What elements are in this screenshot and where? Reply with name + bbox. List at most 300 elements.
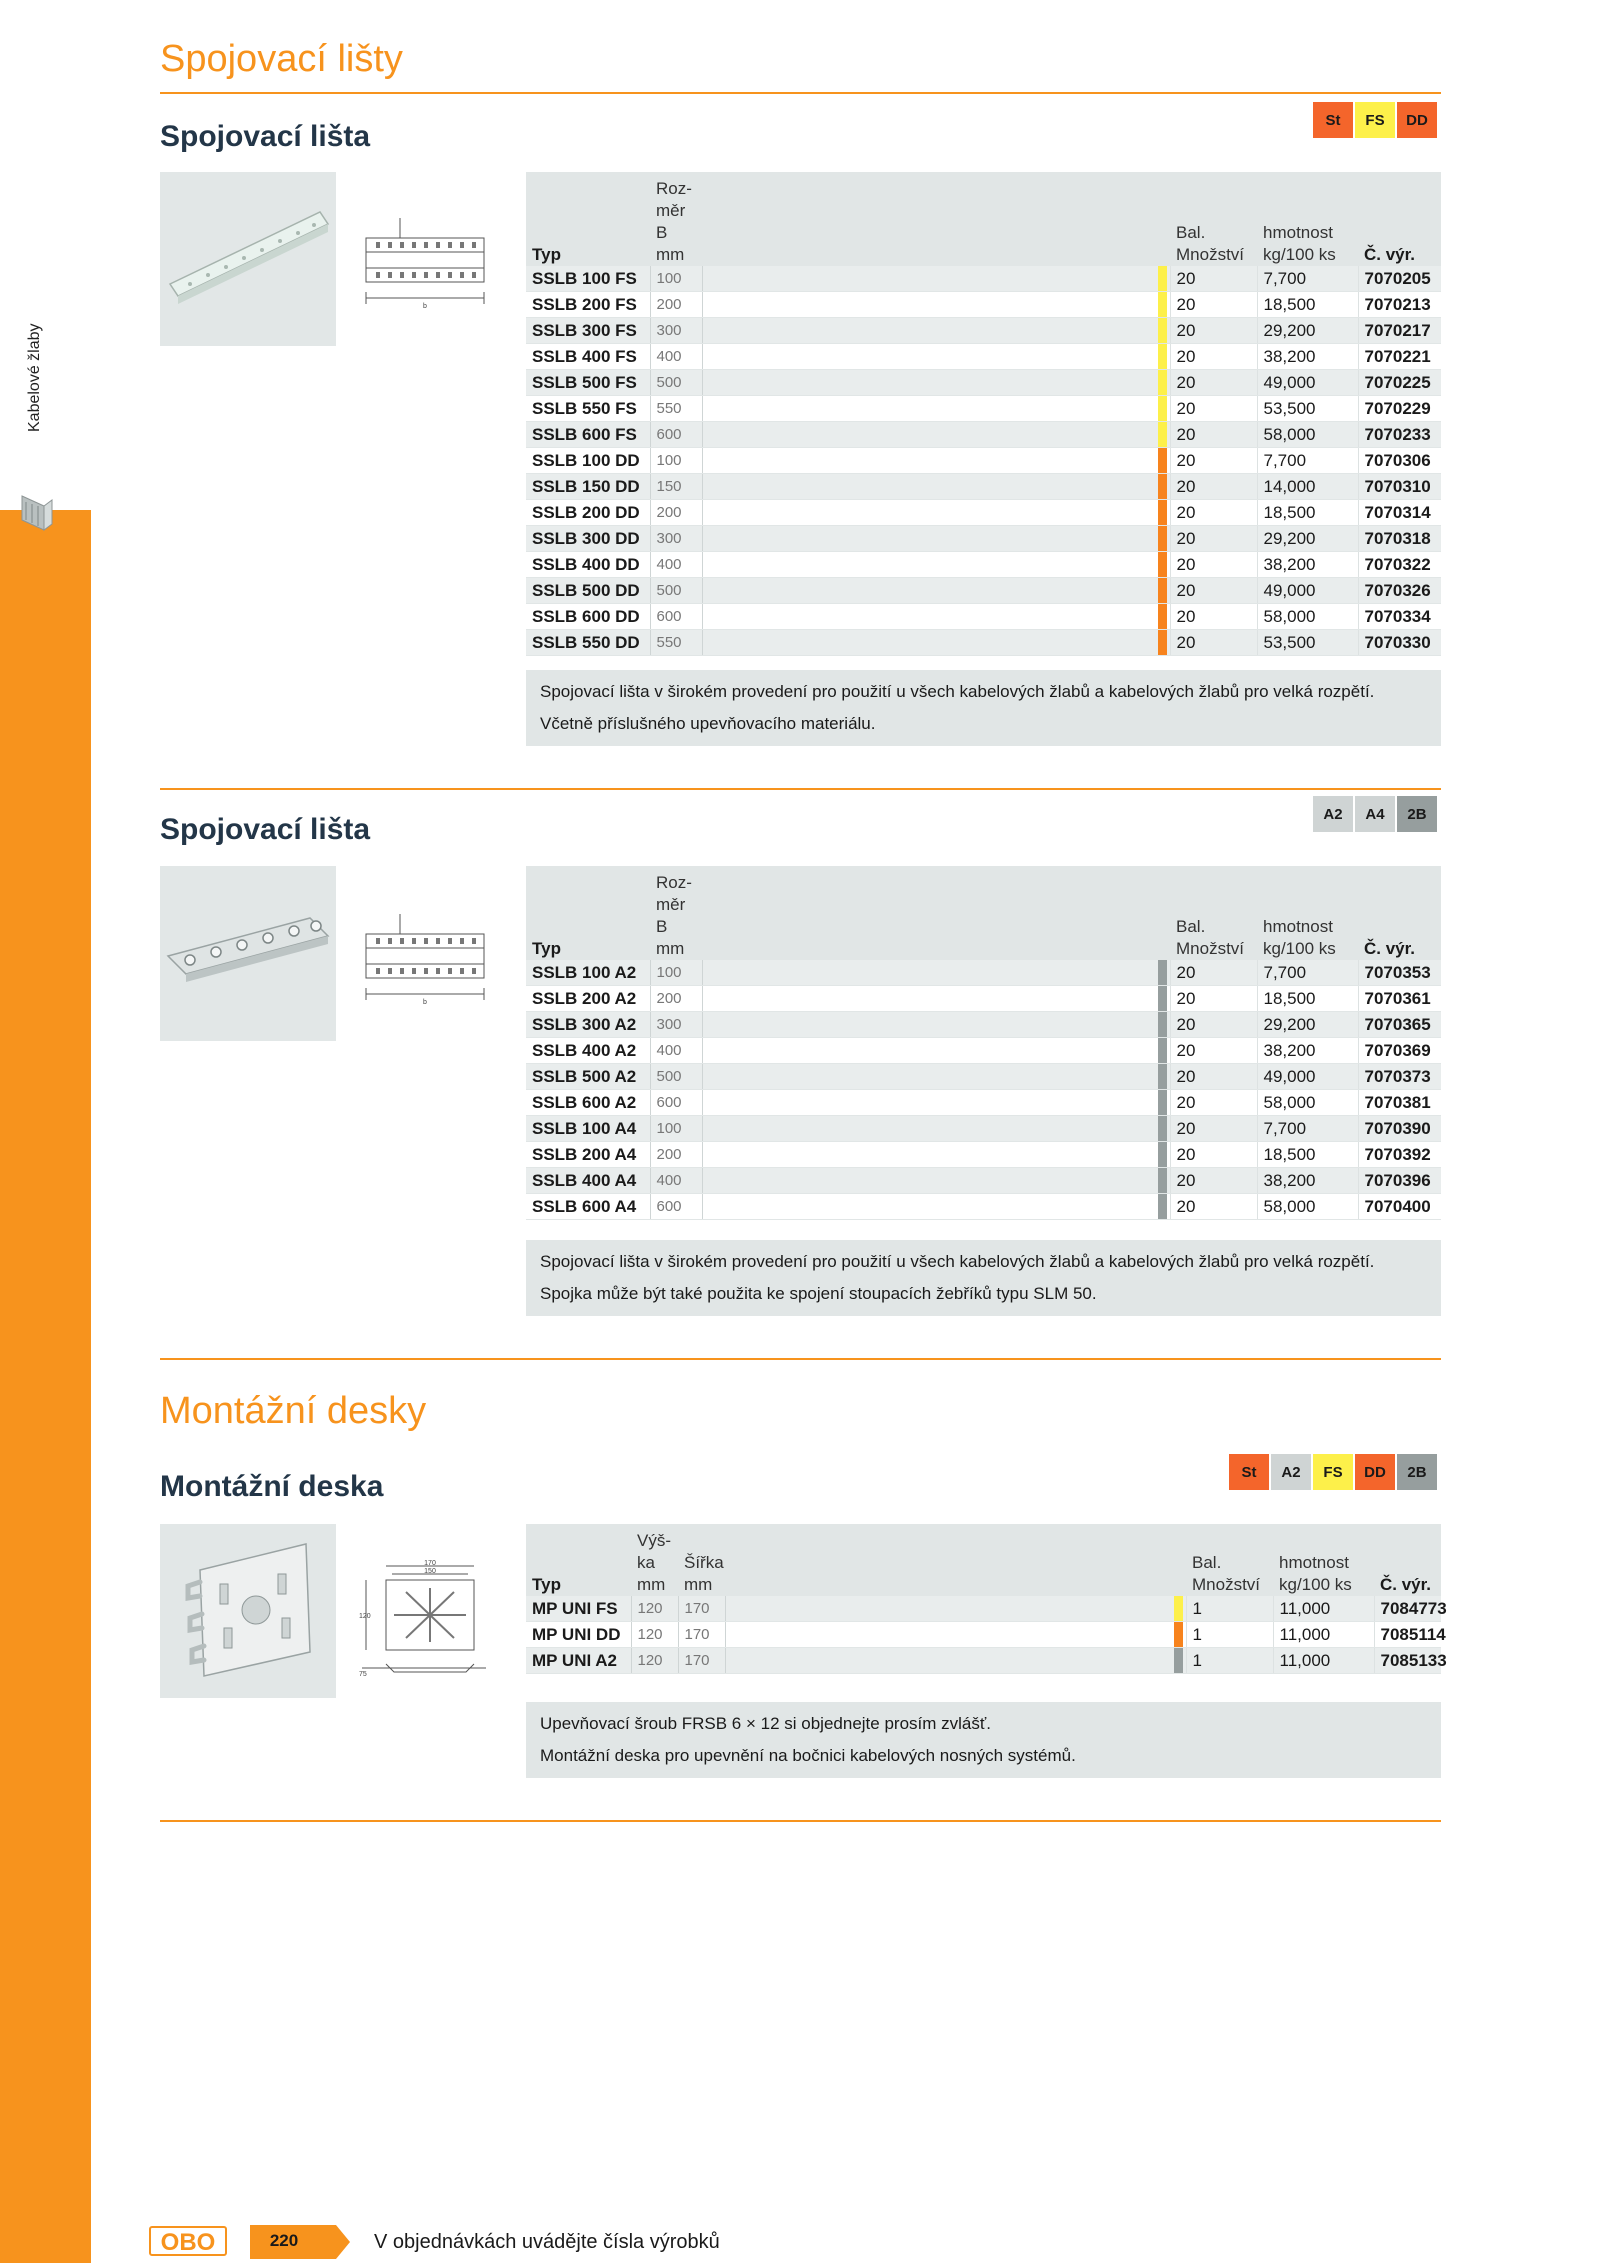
row-type: SSLB 550 FS: [526, 396, 650, 422]
row-number: 7070396: [1358, 1168, 1441, 1194]
product-note: [526, 1240, 1441, 1316]
row-type: SSLB 400 FS: [526, 344, 650, 370]
finish-color-bar: [1158, 1012, 1167, 1037]
finish-color-bar: [1158, 1038, 1167, 1063]
row-type: SSLB 600 A2: [526, 1090, 650, 1116]
finish-bar: [1156, 604, 1170, 630]
note-line: Montážní deska pro upevnění na bočnici kabelových nosných systémů.: [540, 1746, 1076, 1765]
finish-color-bar: [1158, 1090, 1167, 1115]
row-type: SSLB 600 FS: [526, 422, 650, 448]
finish-bar: [1172, 1596, 1186, 1622]
table-row: [526, 630, 1441, 656]
col-size: Roz- měr B mm: [650, 866, 702, 960]
table-row: [526, 1038, 1441, 1064]
row-weight: 49,000: [1257, 1064, 1358, 1090]
row-gap: [702, 370, 1156, 396]
product-photo: [160, 172, 336, 346]
row-pack: 20: [1170, 292, 1257, 318]
row-size: 600: [650, 422, 702, 448]
row-width: 170: [678, 1596, 725, 1622]
row-pack: 20: [1170, 422, 1257, 448]
row-pack: 20: [1170, 500, 1257, 526]
row-gap: [702, 396, 1156, 422]
product-title: Spojovací lišta: [160, 813, 371, 846]
table-row: [526, 1012, 1441, 1038]
finish-bar: [1156, 500, 1170, 526]
table-row: [526, 526, 1441, 552]
technical-drawing: [360, 908, 490, 1004]
finish-color-bar: [1158, 422, 1167, 447]
row-weight: 38,200: [1257, 552, 1358, 578]
row-number: 7070326: [1358, 578, 1441, 604]
product-photo: [160, 1524, 336, 1698]
row-type: SSLB 400 DD: [526, 552, 650, 578]
badge-a4: A4: [1355, 796, 1395, 832]
row-weight: 49,000: [1257, 578, 1358, 604]
row-weight: 58,000: [1257, 422, 1358, 448]
row-number: 7070373: [1358, 1064, 1441, 1090]
row-number: 7070318: [1358, 526, 1441, 552]
row-number: 7070361: [1358, 986, 1441, 1012]
row-type: SSLB 300 DD: [526, 526, 650, 552]
row-pack: 20: [1170, 1142, 1257, 1168]
row-size: 200: [650, 1142, 702, 1168]
row-gap: [702, 266, 1156, 292]
table-row: [526, 396, 1441, 422]
row-size: 500: [650, 1064, 702, 1090]
row-number: 7070225: [1358, 370, 1441, 396]
table-row: [526, 1168, 1441, 1194]
finish-bar: [1156, 1142, 1170, 1168]
technical-drawing: [356, 1560, 490, 1680]
table-row: [526, 474, 1441, 500]
table-row: [526, 1116, 1441, 1142]
row-type: SSLB 400 A2: [526, 1038, 650, 1064]
row-pack: 20: [1170, 1012, 1257, 1038]
drawing-label-b: b: [423, 303, 427, 308]
product-photo: [160, 866, 336, 1041]
finish-color-bar: [1158, 266, 1167, 291]
table-row: [526, 422, 1441, 448]
row-size: 150: [650, 474, 702, 500]
col-pack: Bal. Množství: [1170, 172, 1257, 266]
row-weight: 38,200: [1257, 1168, 1358, 1194]
section-title: Montážní desky: [160, 1390, 427, 1432]
row-gap: [725, 1648, 1172, 1674]
row-number: 7070400: [1358, 1194, 1441, 1220]
row-pack: 20: [1170, 1064, 1257, 1090]
row-size: 100: [650, 448, 702, 474]
row-pack: 20: [1170, 396, 1257, 422]
row-type: SSLB 100 A2: [526, 960, 650, 986]
row-size: 200: [650, 500, 702, 526]
row-type: SSLB 200 A2: [526, 986, 650, 1012]
row-type: SSLB 500 DD: [526, 578, 650, 604]
row-number: 7070205: [1358, 266, 1441, 292]
row-number: 7070229: [1358, 396, 1441, 422]
drawing-label-width: 170: [424, 1560, 436, 1567]
row-type: SSLB 600 A4: [526, 1194, 650, 1220]
badge-dd: DD: [1397, 102, 1437, 138]
cable-tray-icon: [20, 492, 54, 532]
product-note: [526, 1702, 1441, 1778]
drawing-label-inner: 150: [424, 1568, 436, 1575]
row-gap: [702, 1038, 1156, 1064]
badge-st: St: [1229, 1454, 1269, 1490]
row-size: 100: [650, 266, 702, 292]
row-weight: 7,700: [1257, 448, 1358, 474]
row-pack: 20: [1170, 474, 1257, 500]
row-size: 500: [650, 578, 702, 604]
product-note: [526, 670, 1441, 746]
row-gap: [702, 1116, 1156, 1142]
row-size: 300: [650, 318, 702, 344]
row-number: 7070334: [1358, 604, 1441, 630]
row-type: SSLB 150 DD: [526, 474, 650, 500]
table-row: [526, 986, 1441, 1012]
row-type: SSLB 100 FS: [526, 266, 650, 292]
finish-bar: [1156, 1064, 1170, 1090]
row-gap: [702, 1012, 1156, 1038]
col-weight: hmotnost kg/100 ks: [1273, 1524, 1374, 1596]
row-pack: 20: [1170, 1168, 1257, 1194]
row-weight: 29,200: [1257, 1012, 1358, 1038]
row-size: 200: [650, 292, 702, 318]
row-gap: [702, 604, 1156, 630]
section-title: Spojovací lišty: [160, 38, 403, 80]
badge-fs: FS: [1313, 1454, 1353, 1490]
row-pack: 20: [1170, 578, 1257, 604]
row-type: SSLB 600 DD: [526, 604, 650, 630]
row-weight: 53,500: [1257, 396, 1358, 422]
row-gap: [702, 1090, 1156, 1116]
product-table: [526, 172, 1441, 656]
col-height: Výš- ka mm: [631, 1524, 678, 1596]
row-weight: 58,000: [1257, 1090, 1358, 1116]
row-number: 7070330: [1358, 630, 1441, 656]
table-row: [526, 1142, 1441, 1168]
row-size: 600: [650, 604, 702, 630]
row-weight: 53,500: [1257, 630, 1358, 656]
finish-badges: [1313, 102, 1437, 138]
finish-bar: [1156, 292, 1170, 318]
row-weight: 14,000: [1257, 474, 1358, 500]
badge-st: St: [1313, 102, 1353, 138]
row-weight: 18,500: [1257, 986, 1358, 1012]
col-typ: Typ: [526, 172, 650, 266]
row-size: 400: [650, 1038, 702, 1064]
finish-color-bar: [1158, 604, 1167, 629]
row-pack: 20: [1170, 318, 1257, 344]
col-weight: hmotnost kg/100 ks: [1257, 172, 1358, 266]
row-pack: 20: [1170, 1194, 1257, 1220]
row-size: 550: [650, 396, 702, 422]
finish-color-bar: [1158, 344, 1167, 369]
row-number: 7070213: [1358, 292, 1441, 318]
finish-bar: [1156, 318, 1170, 344]
finish-badges: [1313, 796, 1437, 832]
row-gap: [702, 578, 1156, 604]
section-divider: [160, 1820, 1441, 1822]
product-title: Montážní deska: [160, 1470, 384, 1503]
row-pack: 1: [1186, 1596, 1273, 1622]
table-row: [526, 500, 1441, 526]
row-gap: [702, 1064, 1156, 1090]
col-number: Č. výr.: [1358, 172, 1441, 266]
row-width: 170: [678, 1622, 725, 1648]
row-weight: 11,000: [1273, 1648, 1374, 1674]
row-number: 7085114: [1374, 1622, 1441, 1648]
finish-bar: [1156, 396, 1170, 422]
table-row: [526, 960, 1441, 986]
finish-color-bar: [1158, 1194, 1167, 1219]
row-weight: 58,000: [1257, 1194, 1358, 1220]
obo-logo: [148, 2225, 228, 2257]
row-type: SSLB 100 DD: [526, 448, 650, 474]
row-type: SSLB 300 FS: [526, 318, 650, 344]
row-type: SSLB 200 A4: [526, 1142, 650, 1168]
row-type: SSLB 200 FS: [526, 292, 650, 318]
table-row: [526, 1622, 1441, 1648]
row-weight: 11,000: [1273, 1596, 1374, 1622]
row-pack: 20: [1170, 526, 1257, 552]
finish-color-bar: [1158, 1116, 1167, 1141]
row-size: 600: [650, 1090, 702, 1116]
row-number: 7070369: [1358, 1038, 1441, 1064]
badge-dd: DD: [1355, 1454, 1395, 1490]
row-weight: 29,200: [1257, 526, 1358, 552]
row-type: MP UNI FS: [526, 1596, 631, 1622]
row-pack: 20: [1170, 604, 1257, 630]
finish-color-bar: [1174, 1622, 1183, 1647]
finish-bar: [1156, 1168, 1170, 1194]
row-number: 7070390: [1358, 1116, 1441, 1142]
table-row: [526, 1090, 1441, 1116]
technical-drawing: [360, 212, 490, 308]
finish-bar: [1156, 1038, 1170, 1064]
table-row: [526, 344, 1441, 370]
page-number: 220: [269, 2231, 299, 2250]
finish-color-bar: [1158, 396, 1167, 421]
row-gap: [702, 960, 1156, 986]
row-pack: 20: [1170, 960, 1257, 986]
row-pack: 20: [1170, 448, 1257, 474]
row-size: 400: [650, 552, 702, 578]
finish-bar: [1156, 422, 1170, 448]
section-divider: [160, 788, 1441, 790]
note-line: Upevňovací šroub FRSB 6 × 12 si objednejte prosím zvlášť.: [540, 1714, 991, 1733]
product-table: [526, 1524, 1447, 1674]
row-weight: 58,000: [1257, 604, 1358, 630]
col-number: Č. výr.: [1374, 1524, 1441, 1596]
drawing-label-depth: 75: [359, 1671, 367, 1678]
note-line: Včetně příslušného upevňovacího materiálu.: [540, 714, 876, 733]
row-number: 7070306: [1358, 448, 1441, 474]
row-weight: 11,000: [1273, 1622, 1374, 1648]
finish-bar: [1156, 578, 1170, 604]
finish-bar: [1156, 474, 1170, 500]
finish-bar: [1172, 1648, 1186, 1674]
finish-color-bar: [1158, 292, 1167, 317]
row-size: 300: [650, 1012, 702, 1038]
row-gap: [725, 1596, 1172, 1622]
drawing-label-b: b: [423, 999, 427, 1004]
row-weight: 49,000: [1257, 370, 1358, 396]
row-weight: 18,500: [1257, 1142, 1358, 1168]
row-number: 7070353: [1358, 960, 1441, 986]
row-number: 7070314: [1358, 500, 1441, 526]
finish-bar: [1172, 1622, 1186, 1648]
section-divider: [160, 1358, 1441, 1360]
finish-color-bar: [1158, 318, 1167, 343]
badge-a2: A2: [1271, 1454, 1311, 1490]
finish-bar: [1156, 1116, 1170, 1142]
row-weight: 29,200: [1257, 318, 1358, 344]
row-pack: 20: [1170, 552, 1257, 578]
row-type: SSLB 400 A4: [526, 1168, 650, 1194]
row-weight: 18,500: [1257, 500, 1358, 526]
finish-color-bar: [1174, 1648, 1183, 1673]
row-size: 400: [650, 1168, 702, 1194]
finish-color-bar: [1158, 1064, 1167, 1089]
finish-bar: [1156, 960, 1170, 986]
row-weight: 7,700: [1257, 960, 1358, 986]
finish-color-bar: [1158, 1142, 1167, 1167]
row-pack: 20: [1170, 344, 1257, 370]
row-gap: [702, 292, 1156, 318]
product-table: [526, 866, 1441, 1220]
row-pack: 20: [1170, 1090, 1257, 1116]
note-line: Spojovací lišta v širokém provedení pro použití u všech kabelových žlabů a kabelových žlabů pro velká rozpětí.: [540, 1252, 1375, 1271]
finish-bar: [1156, 1194, 1170, 1220]
sidebar-label: Kabelové žlaby: [26, 323, 43, 432]
badge-2b: 2B: [1397, 796, 1437, 832]
col-typ: Typ: [526, 866, 650, 960]
row-type: MP UNI DD: [526, 1622, 631, 1648]
row-gap: [702, 1194, 1156, 1220]
row-size: 120: [631, 1596, 678, 1622]
row-weight: 38,200: [1257, 344, 1358, 370]
row-weight: 18,500: [1257, 292, 1358, 318]
row-number: 7070233: [1358, 422, 1441, 448]
row-size: 200: [650, 986, 702, 1012]
finish-color-bar: [1158, 578, 1167, 603]
row-size: 400: [650, 344, 702, 370]
table-row: [526, 318, 1441, 344]
finish-bar: [1156, 266, 1170, 292]
row-number: 7070381: [1358, 1090, 1441, 1116]
finish-color-bar: [1158, 960, 1167, 985]
row-gap: [702, 630, 1156, 656]
col-number: Č. výr.: [1358, 866, 1441, 960]
row-number: 7070392: [1358, 1142, 1441, 1168]
finish-color-bar: [1158, 1168, 1167, 1193]
row-type: SSLB 500 FS: [526, 370, 650, 396]
note-line: Spojka může být také použita ke spojení stoupacích žebříků typu SLM 50.: [540, 1284, 1097, 1303]
table-row: [526, 1194, 1441, 1220]
col-typ: Typ: [526, 1524, 631, 1596]
row-pack: 1: [1186, 1622, 1273, 1648]
finish-color-bar: [1174, 1596, 1183, 1621]
row-type: SSLB 500 A2: [526, 1064, 650, 1090]
finish-bar: [1156, 986, 1170, 1012]
finish-bar: [1156, 526, 1170, 552]
row-gap: [725, 1622, 1172, 1648]
row-size: 600: [650, 1194, 702, 1220]
table-row: [526, 370, 1441, 396]
row-size: 100: [650, 1116, 702, 1142]
row-pack: 20: [1170, 1116, 1257, 1142]
row-type: SSLB 200 DD: [526, 500, 650, 526]
finish-bar: [1156, 552, 1170, 578]
table-row: [526, 1596, 1441, 1622]
note-line: Spojovací lišta v širokém provedení pro použití u všech kabelových žlabů a kabelových žlabů pro velká rozpětí.: [540, 682, 1375, 701]
row-gap: [702, 500, 1156, 526]
product-title: Spojovací lišta: [160, 120, 371, 153]
row-number: 7070310: [1358, 474, 1441, 500]
row-size: 500: [650, 370, 702, 396]
row-pack: 1: [1186, 1648, 1273, 1674]
row-number: 7070365: [1358, 1012, 1441, 1038]
finish-bar: [1156, 370, 1170, 396]
row-size: 120: [631, 1648, 678, 1674]
logo-text: OBO: [160, 2229, 216, 2256]
row-type: SSLB 300 A2: [526, 1012, 650, 1038]
row-gap: [702, 318, 1156, 344]
finish-color-bar: [1158, 552, 1167, 577]
row-weight: 7,700: [1257, 266, 1358, 292]
finish-color-bar: [1158, 630, 1167, 655]
row-gap: [702, 422, 1156, 448]
badge-fs: FS: [1355, 102, 1395, 138]
row-type: SSLB 550 DD: [526, 630, 650, 656]
row-number: 7070322: [1358, 552, 1441, 578]
row-pack: 20: [1170, 370, 1257, 396]
finish-bar: [1156, 1090, 1170, 1116]
row-gap: [702, 344, 1156, 370]
table-row: [526, 292, 1441, 318]
table-row: [526, 1648, 1441, 1674]
sidebar-tab: [0, 0, 91, 510]
col-pack: Bal. Množství: [1170, 866, 1257, 960]
row-width: 170: [678, 1648, 725, 1674]
finish-color-bar: [1158, 370, 1167, 395]
row-gap: [702, 986, 1156, 1012]
row-number: 7070221: [1358, 344, 1441, 370]
finish-color-bar: [1158, 448, 1167, 473]
row-gap: [702, 552, 1156, 578]
row-gap: [702, 474, 1156, 500]
finish-bar: [1156, 630, 1170, 656]
footer-text: V objednávkách uvádějte čísla výrobků: [374, 2231, 720, 2253]
row-weight: 38,200: [1257, 1038, 1358, 1064]
row-size: 100: [650, 960, 702, 986]
row-gap: [702, 448, 1156, 474]
row-weight: 7,700: [1257, 1116, 1358, 1142]
table-row: [526, 448, 1441, 474]
section-divider: [160, 92, 1441, 94]
row-number: 7085133: [1374, 1648, 1441, 1674]
row-number: 7084773: [1374, 1596, 1441, 1622]
table-row: [526, 578, 1441, 604]
table-row: [526, 266, 1441, 292]
finish-color-bar: [1158, 986, 1167, 1011]
row-gap: [702, 526, 1156, 552]
row-pack: 20: [1170, 1038, 1257, 1064]
row-gap: [702, 1142, 1156, 1168]
row-number: 7070217: [1358, 318, 1441, 344]
finish-bar: [1156, 344, 1170, 370]
